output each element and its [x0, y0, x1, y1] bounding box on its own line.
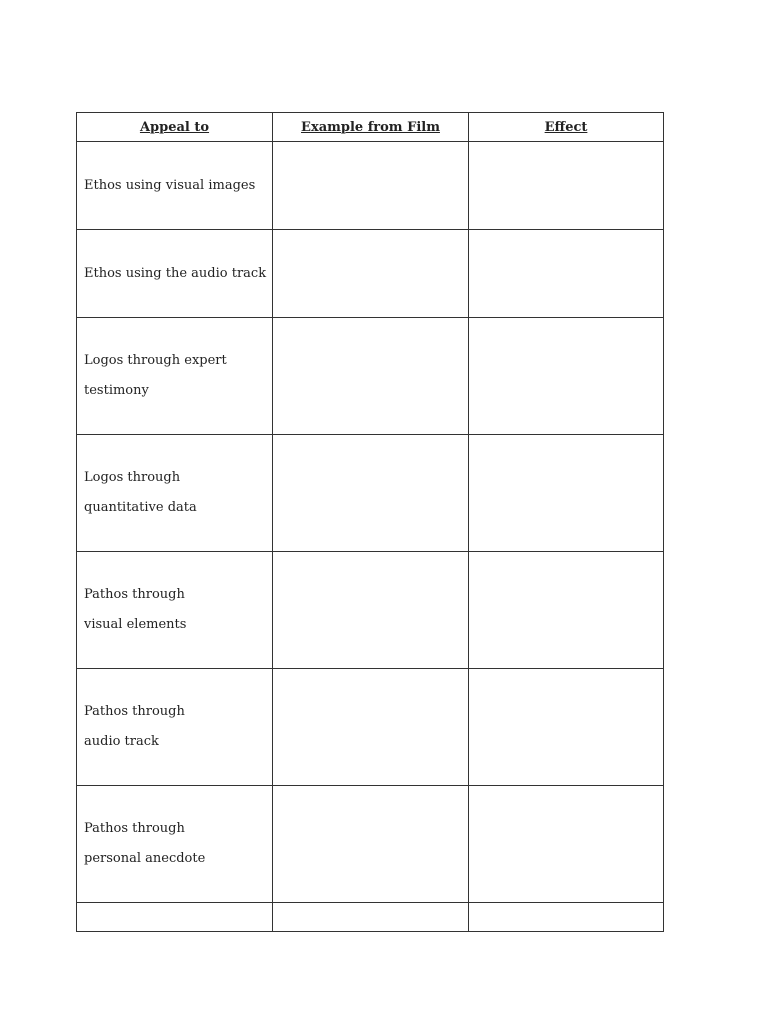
appeal-line: Ethos using the audio track [84, 265, 267, 281]
example-cell[interactable] [273, 552, 469, 669]
appeal-line: visual elements [84, 617, 187, 632]
header-example-from-film: Example from Film [273, 113, 469, 142]
table-row-empty [77, 903, 664, 932]
table-row [77, 230, 664, 318]
effect-cell[interactable] [469, 786, 664, 903]
example-cell[interactable] [273, 318, 469, 435]
appeal-cell [77, 786, 273, 903]
example-cell[interactable] [273, 669, 469, 786]
effect-cell[interactable] [469, 318, 664, 435]
table-row [77, 786, 664, 903]
appeal-cell [77, 669, 273, 786]
appeal-line: personal anecdote [84, 851, 206, 866]
effect-cell[interactable] [469, 142, 664, 230]
effect-cell[interactable] [469, 669, 664, 786]
table-row [77, 142, 664, 230]
example-cell[interactable] [273, 230, 469, 318]
appeal-line: Logos through [84, 470, 181, 485]
appeal-line: Ethos using visual images [84, 177, 256, 193]
table-row [77, 669, 664, 786]
example-cell[interactable] [273, 903, 469, 932]
appeal-line: quantitative data [84, 500, 197, 515]
appeal-cell [77, 318, 273, 435]
example-cell[interactable] [273, 786, 469, 903]
appeal-cell [77, 142, 273, 230]
effect-cell[interactable] [469, 435, 664, 552]
appeal-cell [77, 435, 273, 552]
appeal-line: audio track [84, 734, 159, 749]
appeal-line: testimony [84, 383, 149, 398]
effect-cell[interactable] [469, 230, 664, 318]
table-row [77, 435, 664, 552]
example-cell[interactable] [273, 142, 469, 230]
effect-cell[interactable] [469, 552, 664, 669]
appeal-cell[interactable] [77, 903, 273, 932]
appeal-cell [77, 552, 273, 669]
appeal-line: Pathos through [84, 821, 185, 836]
effect-cell[interactable] [469, 903, 664, 932]
appeal-line: Logos through expert [84, 353, 227, 368]
appeal-cell [77, 230, 273, 318]
header-effect: Effect [469, 113, 664, 142]
appeals-table [76, 112, 664, 932]
table-row [77, 318, 664, 435]
example-cell[interactable] [273, 435, 469, 552]
appeal-line: Pathos through [84, 587, 185, 602]
appeal-line: Pathos through [84, 704, 185, 719]
header-appeal-to: Appeal to [77, 113, 273, 142]
header-row [77, 113, 664, 142]
table-row [77, 552, 664, 669]
